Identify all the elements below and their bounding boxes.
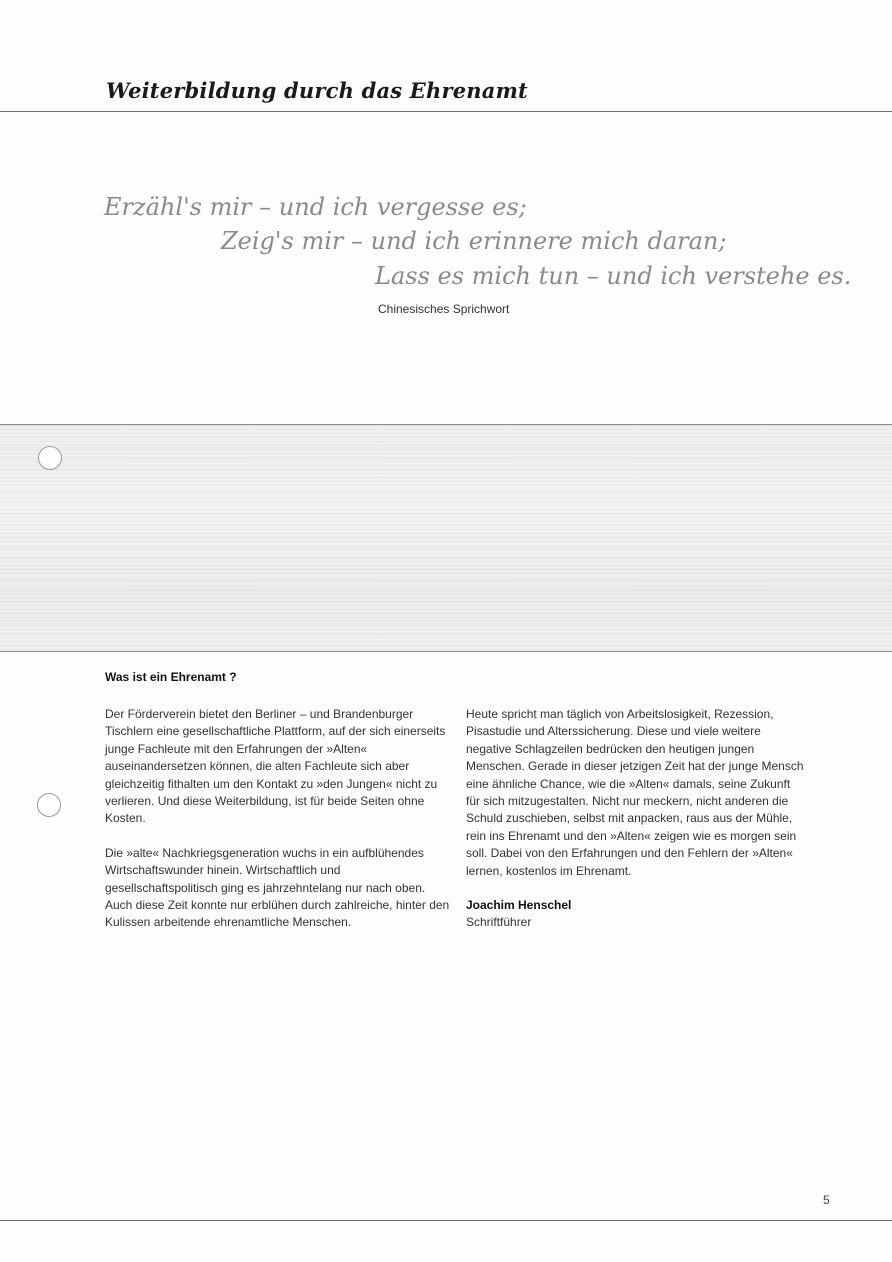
quote-line-3: Lass es mich tun – und ich verstehe es. <box>375 262 852 290</box>
quote-line-1: Erzähl's mir – und ich vergesse es; <box>104 193 527 221</box>
paragraph: Heute spricht man täglich von Arbeitslosigkeit, Rezession, Pisastudie und Alterssicherung. Diese und viele weitere negative Schlagzeilen bedrücken den heutigen jungen Menschen. Gerade in dieser jetzigen Zeit hat der junge Mensch eine ähnliche Chance, wie die »Alten« damals, seine Zukunft für sich mitzugestalten. Nicht nur meckern, nicht anderen die Schuld zuschieben, selbst mit anpacken, raus aus der Mühle, rein ins Ehrenamt und den »Alten« zeigen wie es morgen sein soll. Dabei von den Erfahrungen und den Fehlern der »Alten« lernen, kostenlos im Ehrenamt. <box>466 707 804 878</box>
article-column-right <box>466 706 806 932</box>
paragraph: Die »alte« Nachkriegsgeneration wuchs in ein aufblühendes Wirtschaftswunder hinein. Wirtschaftlich und gesellschaftspolitisch ging es jahrzehntelang nur nach oben. Auch diese Zeit konnte nur erblühen durch zahlreiche, hinter den Kulissen arbeitende ehrenamtliche Menschen. <box>105 845 450 930</box>
footer-divider <box>0 1220 892 1221</box>
punch-hole-icon <box>37 793 61 817</box>
section-heading: Was ist ein Ehrenamt ? <box>105 670 237 684</box>
article-column-left <box>105 706 450 949</box>
quote-source: Chinesisches Sprichwort <box>378 302 510 316</box>
punch-hole-icon <box>38 446 62 470</box>
author-role: Schriftführer <box>466 915 532 930</box>
quote-line-2: Zeig's mir – und ich erinnere mich daran; <box>221 227 727 255</box>
header-divider <box>0 111 892 112</box>
page-title: Weiterbildung durch das Ehrenamt <box>106 78 528 103</box>
author-name: Joachim Henschel <box>466 898 572 913</box>
paragraph: Der Förderverein bietet den Berliner – und Brandenburger Tischlern eine gesellschaftliche Plattform, auf der sich einerseits junge Fachleute mit den Erfahrungen der »Alten« auseinandersetzen können, die alten Fachleute sich aber gleichzeitig fithalten um den Kontakt zu »den Jungen« nicht zu verlieren. Und diese Weiterbildung, ist für beide Seiten ohne Kosten. <box>105 707 446 826</box>
wood-texture-band <box>0 424 892 652</box>
page-number: 5 <box>823 1193 830 1207</box>
